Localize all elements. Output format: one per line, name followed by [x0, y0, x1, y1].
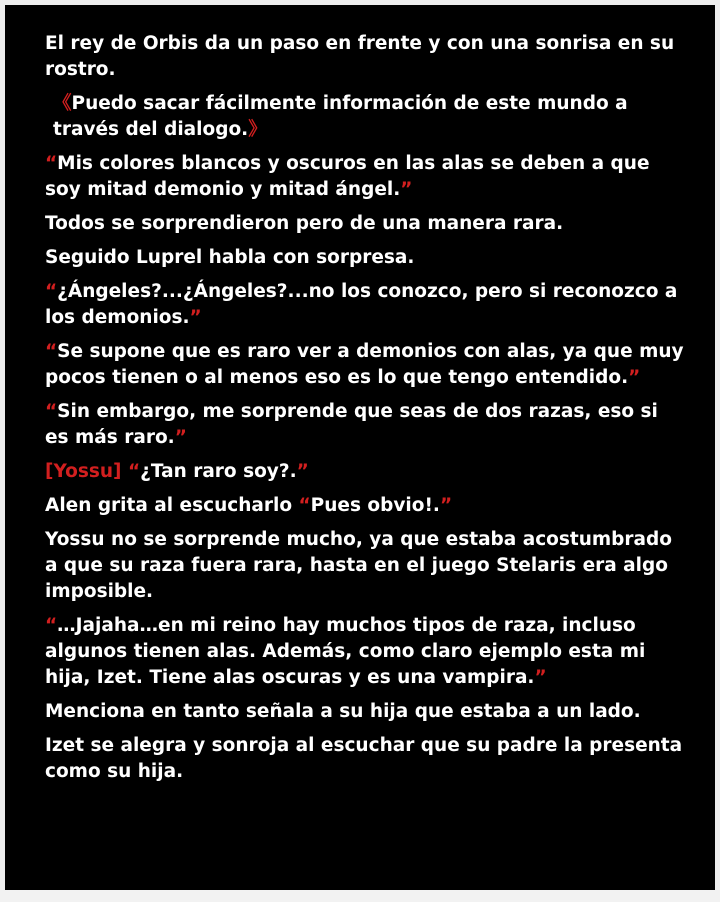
paragraph [45, 733, 685, 785]
close-quote-mark: ” [628, 367, 641, 388]
paragraph [45, 493, 685, 519]
dialogue-paragraph [45, 279, 685, 331]
open-quote-mark: “ [45, 341, 58, 362]
paragraph-text: El rey de Orbis da un paso en frente y con una sonrisa en su rostro. [45, 33, 675, 80]
paragraph [45, 31, 685, 83]
open-thought-mark: 《 [53, 93, 72, 114]
page-panel [5, 5, 715, 890]
close-thought-mark: 》 [248, 119, 267, 140]
open-quote-mark: “ [45, 615, 58, 636]
paragraph [45, 211, 685, 237]
open-quote-mark: “ [45, 281, 58, 302]
paragraph-text: Todos se sorprendieron pero de una manera rara. [45, 213, 564, 234]
paragraph-text: Menciona en tanto señala a su hija que estaba a un lado. [45, 701, 641, 722]
close-quote-mark: ” [439, 495, 453, 516]
dialogue-text: Mis colores blancos y oscuros en las alas se deben a que soy mitad demonio y mitad ángel. [45, 153, 650, 200]
speaker-tag: [Yossu] [45, 461, 122, 482]
dialogue-paragraph [45, 151, 685, 203]
paragraph-text: Yossu no se sorprende mucho, ya que estaba acostumbrado a que su raza fuera rara, hasta en el juego Stelaris era algo imposible. [45, 529, 672, 602]
open-quote-mark: “ [45, 153, 58, 174]
close-quote-mark: ” [296, 461, 309, 482]
dialogue-text: ¿Ángeles?...¿Ángeles?...no los conozco, pero si reconozco a los demonios. [45, 281, 678, 328]
dialogue-paragraph [45, 613, 685, 691]
bottom-margin [0, 890, 720, 902]
close-quote-mark: ” [174, 427, 187, 448]
thought-text: Puedo sacar fácilmente información de este mundo a través del dialogo. [53, 93, 628, 140]
close-quote-mark: ” [189, 307, 202, 328]
open-quote-mark: “ [127, 461, 141, 482]
dialogue-text: Se supone que es raro ver a demonios con alas, ya que muy pocos tienen o al menos eso es lo que tengo entendido. [45, 341, 684, 388]
dialogue-paragraph [45, 399, 685, 451]
paragraph [45, 245, 685, 271]
story-text [45, 31, 685, 793]
dialogue-text: …Jajaha…en mi reino hay muchos tipos de raza, incluso algunos tienen alas. Además, como claro ejemplo esta mi hija, Izet. Tiene alas oscuras y es una vampira. [45, 615, 646, 688]
dialogue-paragraph [45, 339, 685, 391]
open-quote-mark: “ [45, 401, 58, 422]
paragraph-text: Seguido Luprel habla con sorpresa. [45, 247, 415, 268]
dialogue-text: Pues obvio!. [310, 495, 440, 516]
close-quote-mark: ” [534, 667, 547, 688]
paragraph-text: Izet se alegra y sonroja al escuchar que su padre la presenta como su hija. [45, 735, 683, 782]
open-quote-mark: “ [298, 495, 311, 516]
dialogue-text: Sin embargo, me sorprende que seas de dos razas, eso si es más raro. [45, 401, 658, 448]
paragraph [45, 699, 685, 725]
paragraph [45, 527, 685, 605]
close-quote-mark: ” [400, 179, 413, 200]
thought-paragraph [45, 91, 685, 143]
dialogue-paragraph [45, 459, 685, 485]
dialogue-text: ¿Tan raro soy?. [140, 461, 297, 482]
paragraph-text: Alen grita al escucharlo [45, 495, 299, 516]
